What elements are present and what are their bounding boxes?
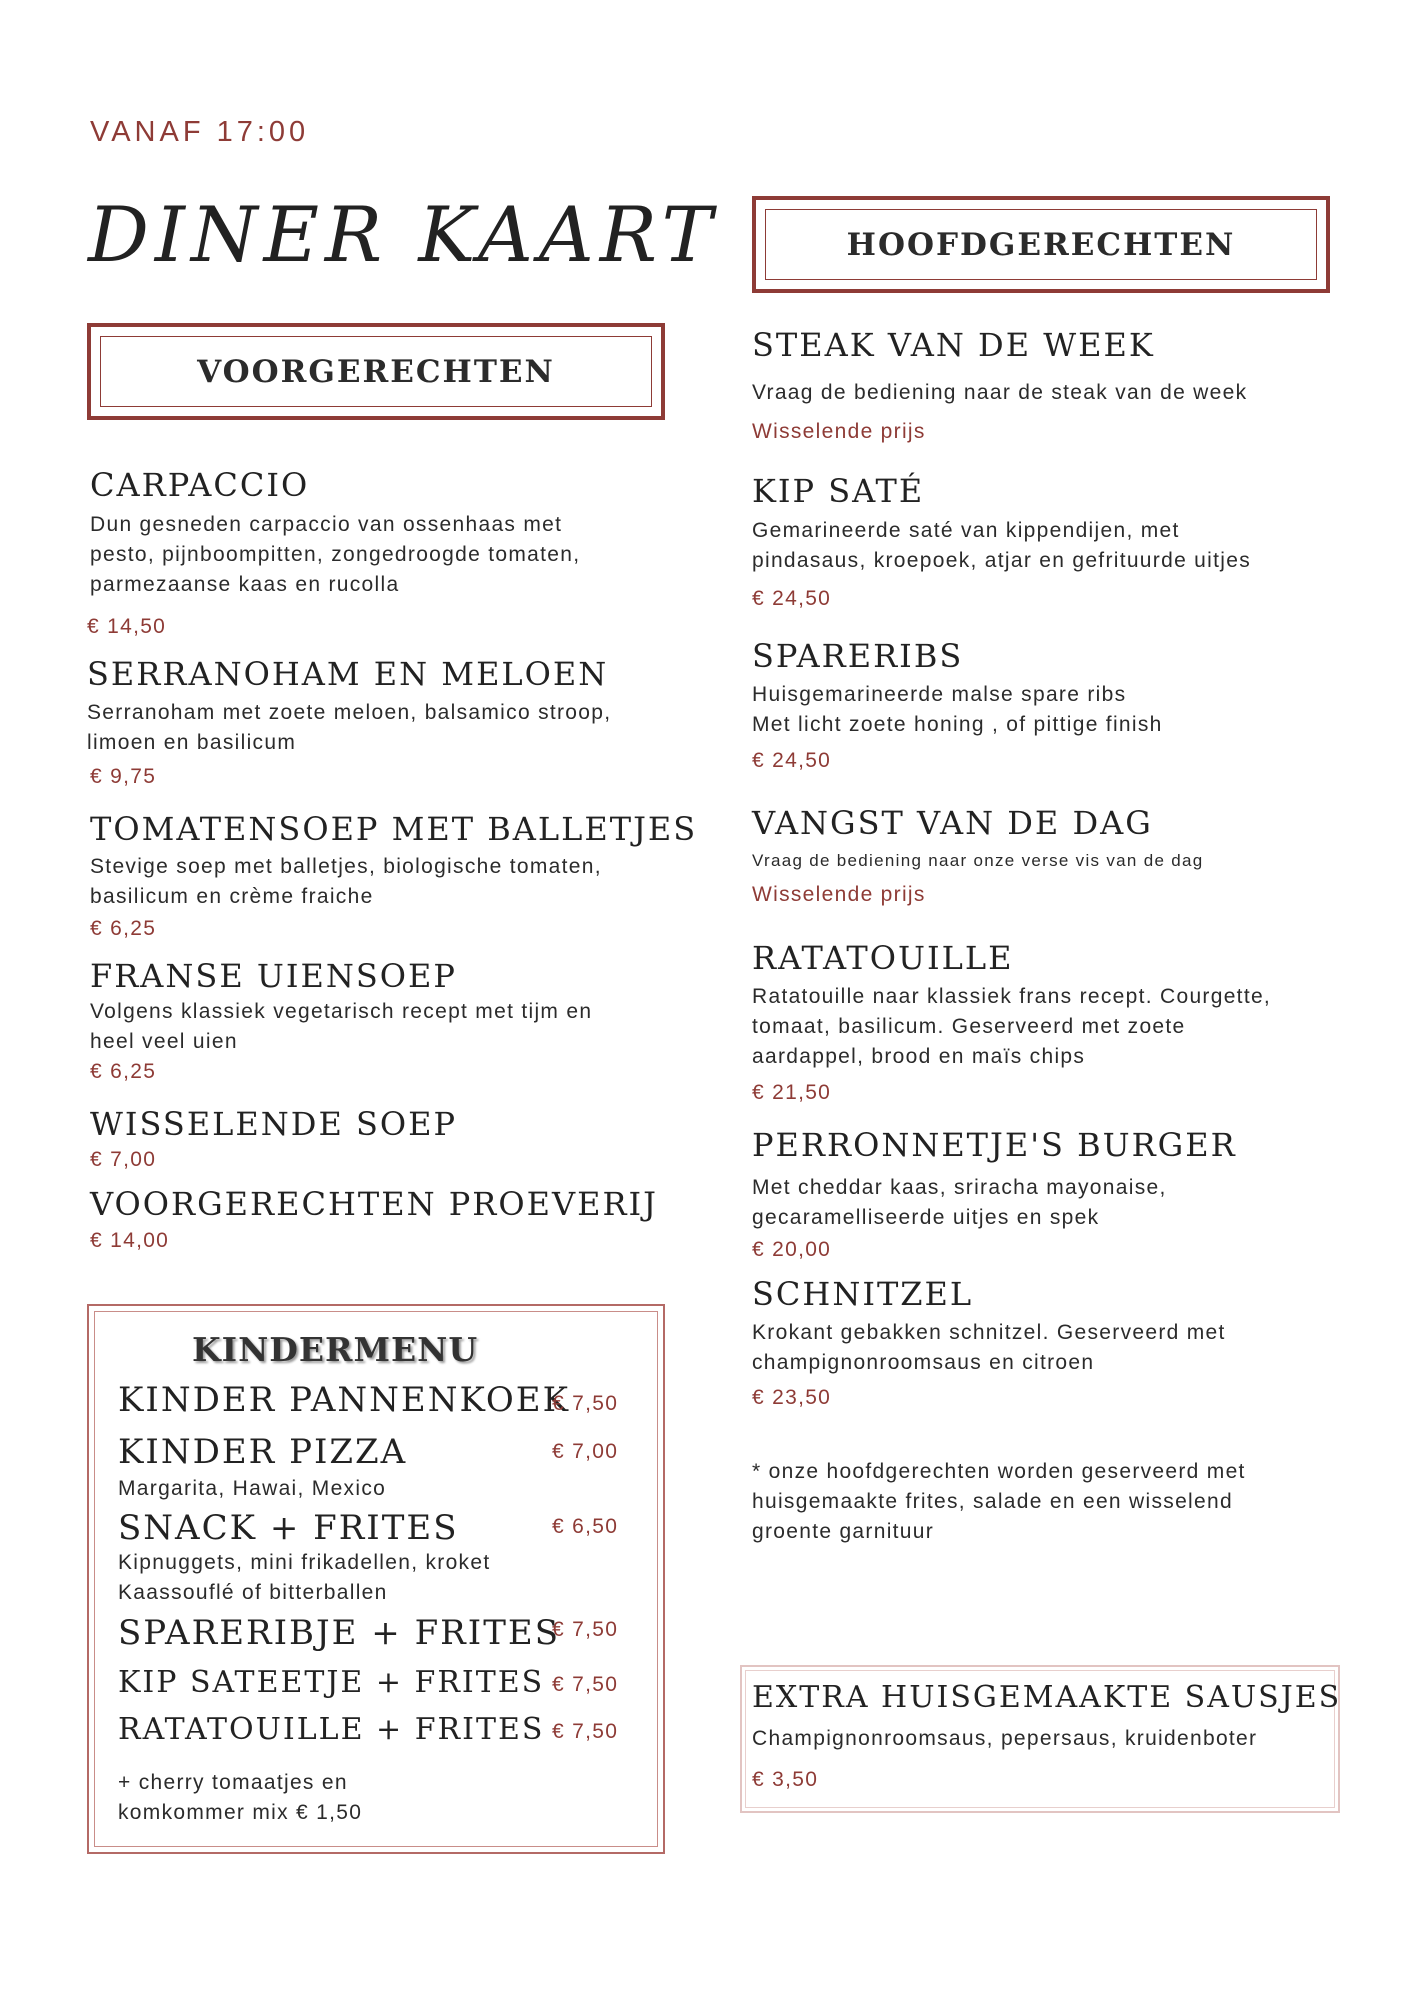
menu-item-description: Gemarineerde saté van kippendijen, met pindasaus, kroepoek, atjar en gefrituurde uitjes — [752, 519, 1252, 572]
kids-item-price: € 7,50 — [552, 1392, 619, 1415]
menu-item-description: Vraag de bediening naar de steak van de week — [752, 381, 1248, 404]
menu-item-title: WISSELENDE SOEP — [90, 1105, 458, 1143]
menu-item-description: Serranoham met zoete meloen, balsamico stroop, limoen en basilicum — [87, 701, 612, 754]
menu-item-title: SERRANOHAM EN MELOEN — [87, 655, 609, 693]
kindermenu-heading: KINDERMENU — [192, 1330, 479, 1369]
menu-item-price: € 6,25 — [90, 1060, 157, 1083]
kids-item-title: RATATOUILLE + FRITES — [118, 1712, 545, 1747]
kindermenu-note: + cherry tomaatjes en komkommer mix € 1,50 — [118, 1771, 363, 1824]
menu-item-price: € 14,50 — [87, 615, 167, 638]
kids-item-title: SNACK + FRITES — [118, 1508, 459, 1548]
menu-item-title: FRANSE UIENSOEP — [90, 957, 457, 995]
menu-item-title: TOMATENSOEP MET BALLETJES — [90, 810, 698, 848]
kids-item-price: € 7,50 — [552, 1673, 619, 1696]
menu-item-description: Volgens klassiek vegetarisch recept met tijm en heel veel uien — [90, 1000, 593, 1053]
kids-item-title: KIP SATEETJE + FRITES — [118, 1665, 545, 1700]
hoofdgerechten-heading-frame — [752, 196, 1330, 293]
menu-item-title: RATATOUILLE — [752, 939, 1014, 977]
sausjes-description: Champignonroomsaus, pepersaus, kruidenboter — [752, 1727, 1258, 1750]
menu-item-description: Krokant gebakken schnitzel. Geserveerd met champignonroomsaus en citroen — [752, 1321, 1226, 1374]
menu-item-price: € 24,50 — [752, 587, 832, 610]
menu-item-price: Wisselende prijs — [752, 883, 926, 906]
page-title: DINER KAART — [88, 190, 719, 279]
kids-item-price: € 7,50 — [552, 1618, 619, 1641]
sausjes-title: EXTRA HUISGEMAAKTE SAUSJES — [752, 1680, 1342, 1715]
menu-item-title: VANGST VAN DE DAG — [752, 804, 1153, 842]
menu-item-description: Ratatouille naar klassiek frans recept. Courgette, tomaat, basilicum. Geserveerd met zoete aardappel, brood en maïs chips — [752, 985, 1272, 1068]
kids-item-price: € 7,50 — [552, 1720, 619, 1743]
menu-item-title: SCHNITZEL — [752, 1275, 974, 1313]
menu-item-price: € 23,50 — [752, 1386, 832, 1409]
menu-item-price: Wisselende prijs — [752, 420, 926, 443]
menu-item-title: VOORGERECHTEN PROEVERIJ — [90, 1185, 658, 1223]
kids-item-title: KINDER PANNENKOEK — [118, 1380, 571, 1420]
menu-item-description: Vraag de bediening naar onze verse vis van de dag — [752, 851, 1204, 870]
voorgerechten-heading-frame — [87, 323, 665, 420]
menu-item-price: € 9,75 — [90, 765, 157, 788]
hoofdgerechten-heading: HOOFDGERECHTEN — [765, 209, 1317, 280]
menu-item-price: € 7,00 — [90, 1148, 157, 1171]
kids-item-description: Margarita, Hawai, Mexico — [118, 1477, 387, 1500]
menu-item-price: € 21,50 — [752, 1081, 832, 1104]
kids-item-title: SPARERIBJE + FRITES — [118, 1613, 560, 1653]
menu-item-title: PERRONNETJE'S BURGER — [752, 1126, 1237, 1164]
menu-item-description: Met cheddar kaas, sriracha mayonaise, gecaramelliseerde uitjes en spek — [752, 1176, 1167, 1229]
voorgerechten-heading: VOORGERECHTEN — [100, 336, 652, 407]
kids-item-price: € 6,50 — [552, 1515, 619, 1538]
menu-item-price: € 14,00 — [90, 1229, 170, 1252]
menu-item-price: € 6,25 — [90, 917, 157, 940]
menu-item-description: Dun gesneden carpaccio van ossenhaas met pesto, pijnboompitten, zongedroogde tomaten, parmezaanse kaas en rucolla — [90, 513, 581, 596]
menu-item-title: STEAK VAN DE WEEK — [752, 326, 1155, 364]
menu-item-price: € 24,50 — [752, 749, 832, 772]
menu-item-price: € 20,00 — [752, 1238, 832, 1261]
hoofdgerechten-note: * onze hoofdgerechten worden geserveerd met huisgemaakte frites, salade en een wisselend groente garnituur — [752, 1460, 1246, 1543]
menu-item-title: SPARERIBS — [752, 637, 964, 675]
kids-item-title: KINDER PIZZA — [118, 1432, 408, 1472]
menu-item-title: CARPACCIO — [90, 466, 310, 504]
menu-item-description: Stevige soep met balletjes, biologische tomaten, basilicum en crème fraiche — [90, 855, 602, 908]
menu-item-title: KIP SATÉ — [752, 472, 925, 510]
sausjes-price: € 3,50 — [752, 1768, 819, 1791]
kids-item-description: Kipnuggets, mini frikadellen, kroket Kaassouflé of bitterballen — [118, 1551, 491, 1604]
time-label: VANAF 17:00 — [90, 116, 310, 148]
kids-item-price: € 7,00 — [552, 1440, 619, 1463]
menu-item-description: Huisgemarineerde malse spare ribs Met licht zoete honing , of pittige finish — [752, 683, 1163, 736]
